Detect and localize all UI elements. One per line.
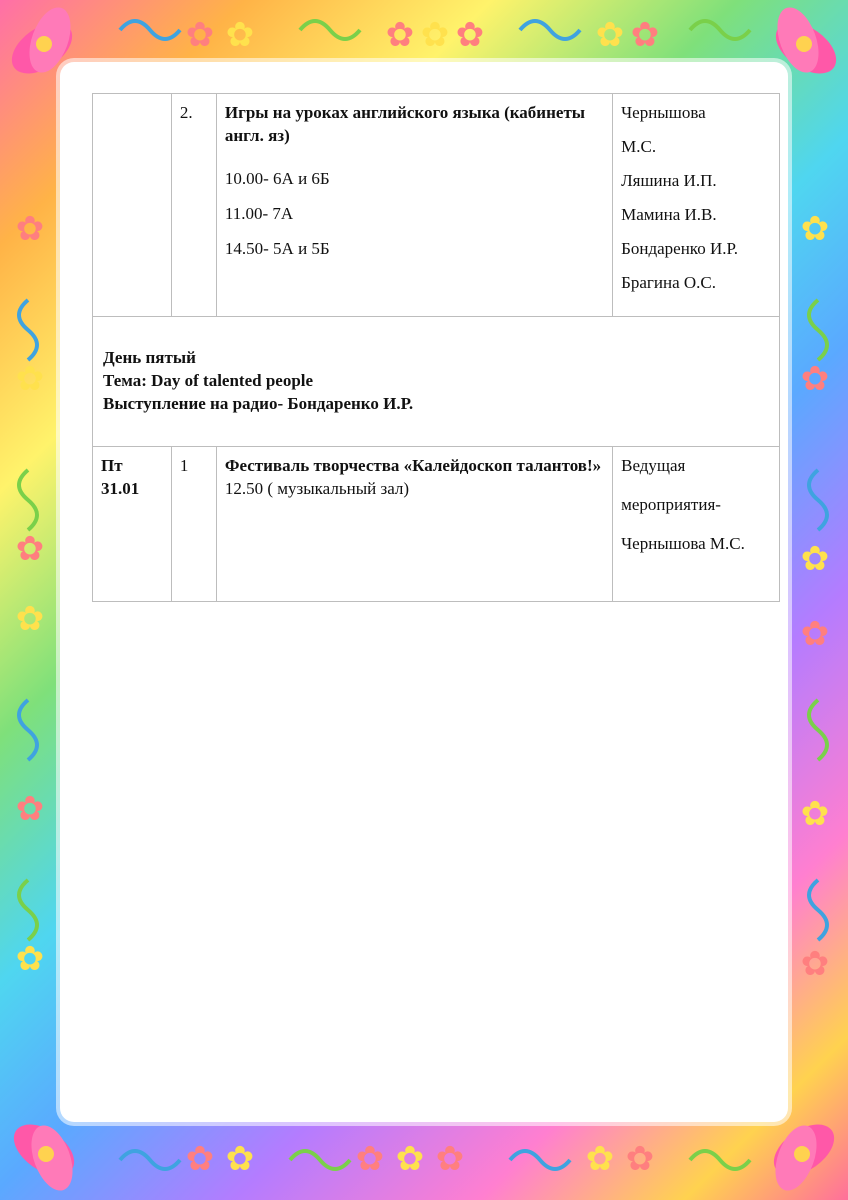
responsible-name: Бондаренко И.Р. [621, 238, 739, 258]
responsible-cell [613, 94, 780, 317]
svg-text:✿: ✿ [630, 15, 660, 55]
svg-text:✿: ✿ [455, 15, 485, 55]
day-heading: День пятый [103, 348, 196, 367]
day-banner-row [93, 317, 780, 447]
table-row [93, 94, 780, 317]
day-banner-cell [93, 317, 780, 447]
svg-text:✿: ✿ [800, 359, 830, 399]
event-time-place: 12.50 ( музыкальный зал) [224, 478, 410, 498]
time-list [225, 168, 604, 261]
responsible-name: Ведущая [621, 455, 686, 475]
radio-announcement: Выступление на радио- Бондаренко И.Р. [103, 393, 414, 413]
svg-text:✿: ✿ [15, 359, 45, 399]
svg-text:✿: ✿ [625, 1139, 655, 1179]
event-title: Фестиваль творчества «Калейдоскоп талантов!» [224, 455, 602, 475]
svg-text:✿: ✿ [385, 15, 415, 55]
svg-text:✿: ✿ [185, 15, 215, 55]
svg-text:✿: ✿ [15, 789, 45, 829]
svg-text:✿: ✿ [185, 1139, 215, 1179]
svg-text:✿: ✿ [435, 1139, 465, 1179]
item-number: 2. [171, 94, 216, 317]
responsible-name: мероприятия- [621, 494, 721, 514]
time-slot: 14.50- 5А и 5Б [224, 238, 330, 258]
svg-text:✿: ✿ [800, 794, 830, 834]
svg-text:✿: ✿ [800, 614, 830, 654]
svg-text:✿: ✿ [800, 209, 830, 249]
svg-text:✿: ✿ [355, 1139, 385, 1179]
event-cell [216, 446, 612, 601]
responsible-cell [613, 446, 780, 601]
corner-flower-bottom-right [765, 1114, 844, 1196]
svg-text:✿: ✿ [800, 944, 830, 984]
table-row [93, 446, 780, 601]
day-cell [93, 446, 172, 601]
responsible-name: Брагина О.С. [621, 272, 716, 292]
svg-text:✿: ✿ [15, 529, 45, 569]
item-number: 1 [171, 446, 216, 601]
time-slot: 10.00- 6А и 6Б [224, 168, 330, 188]
responsible-name: Ляшина И.П. [621, 170, 717, 190]
event-cell [216, 94, 612, 317]
responsible-name: Мамина И.В. [621, 204, 717, 224]
responsible-name: Чернышова [621, 103, 706, 122]
weekday: Пт [101, 455, 123, 475]
svg-text:✿: ✿ [585, 1139, 615, 1179]
svg-text:✿: ✿ [420, 15, 450, 55]
svg-text:✿: ✿ [15, 599, 45, 639]
svg-text:✿: ✿ [395, 1139, 425, 1179]
svg-text:✿: ✿ [225, 1139, 255, 1179]
corner-flower-bottom-left [5, 1114, 84, 1196]
svg-text:✿: ✿ [15, 209, 45, 249]
date: 31.01 [101, 478, 140, 498]
time-slot: 11.00- 7А [224, 203, 294, 223]
event-title: Игры на уроках английского языка (кабинеты англ. яз) [224, 103, 586, 145]
svg-text:✿: ✿ [225, 15, 255, 55]
schedule-table [92, 93, 780, 602]
day-theme: Тема: Day of talented people [103, 370, 314, 390]
responsible-name: М.С. [621, 136, 657, 156]
svg-text:✿: ✿ [595, 15, 625, 55]
svg-text:✿: ✿ [15, 939, 45, 979]
svg-text:✿: ✿ [800, 539, 830, 579]
day-cell [93, 94, 172, 317]
responsible-name: Чернышова М.С. [621, 533, 745, 553]
